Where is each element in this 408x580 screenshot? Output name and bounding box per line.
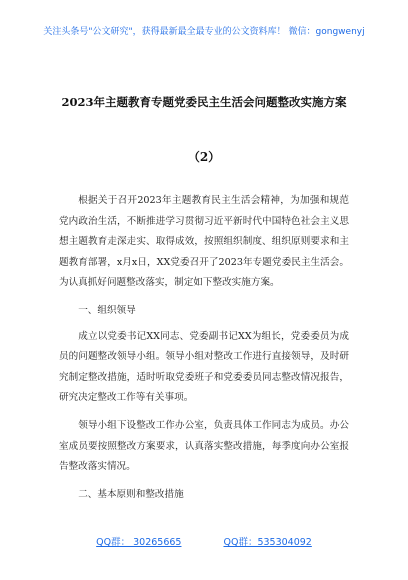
section-heading-organization: 一、组织领导 [78, 304, 136, 316]
paragraph-leading-group: 成立以党委书记XX同志、党委副书记XX为组长，党委委员为成员的问题整改领导小组。领导小组对整改工作进行直接领导，及时研究制定整改措施，适时听取党委班子和党委委员同志整改情况报告，研究决定整改工作等有关事项。 [59, 330, 349, 404]
section-heading-principles: 二、基本原则和整改措施 [78, 488, 184, 500]
footer-contacts [0, 534, 408, 548]
paragraph-intro: 根据关于召开2023年主题教育民主生活会精神，为加强和规范党内政治生活，不断推进学习贯彻习近平新时代中国特色社会主义思想主题教育走深走实、取得成效，按照组织制度、组织原则要求和主题教育部署，x月x日，XX党委召开了2023年专题党委民主生活会。为认真抓好问题整改落实，制定如下整改实施方案。 [59, 195, 349, 289]
document-subtitle: （2） [187, 150, 221, 164]
document-title: 2023年主题教育专题党委民主生活会问题整改实施方案 [61, 95, 347, 109]
footer-qq-group-2: QQ群：535304092 [223, 537, 312, 548]
document-body [59, 191, 349, 510]
header-banner: 关注头条号"公文研究"，获得最新最全最专业的公文资料库！ 微信：gongwenyj [43, 27, 365, 37]
paragraph-office: 领导小组下设整改工作办公室，负责具体工作同志为成员。办公室成员要按照整改方案要求，认真落实整改措施，每季度向办公室报告整改落实情况。 [59, 419, 349, 473]
footer-qq-group-1: QQ群： 30265665 [96, 537, 182, 548]
